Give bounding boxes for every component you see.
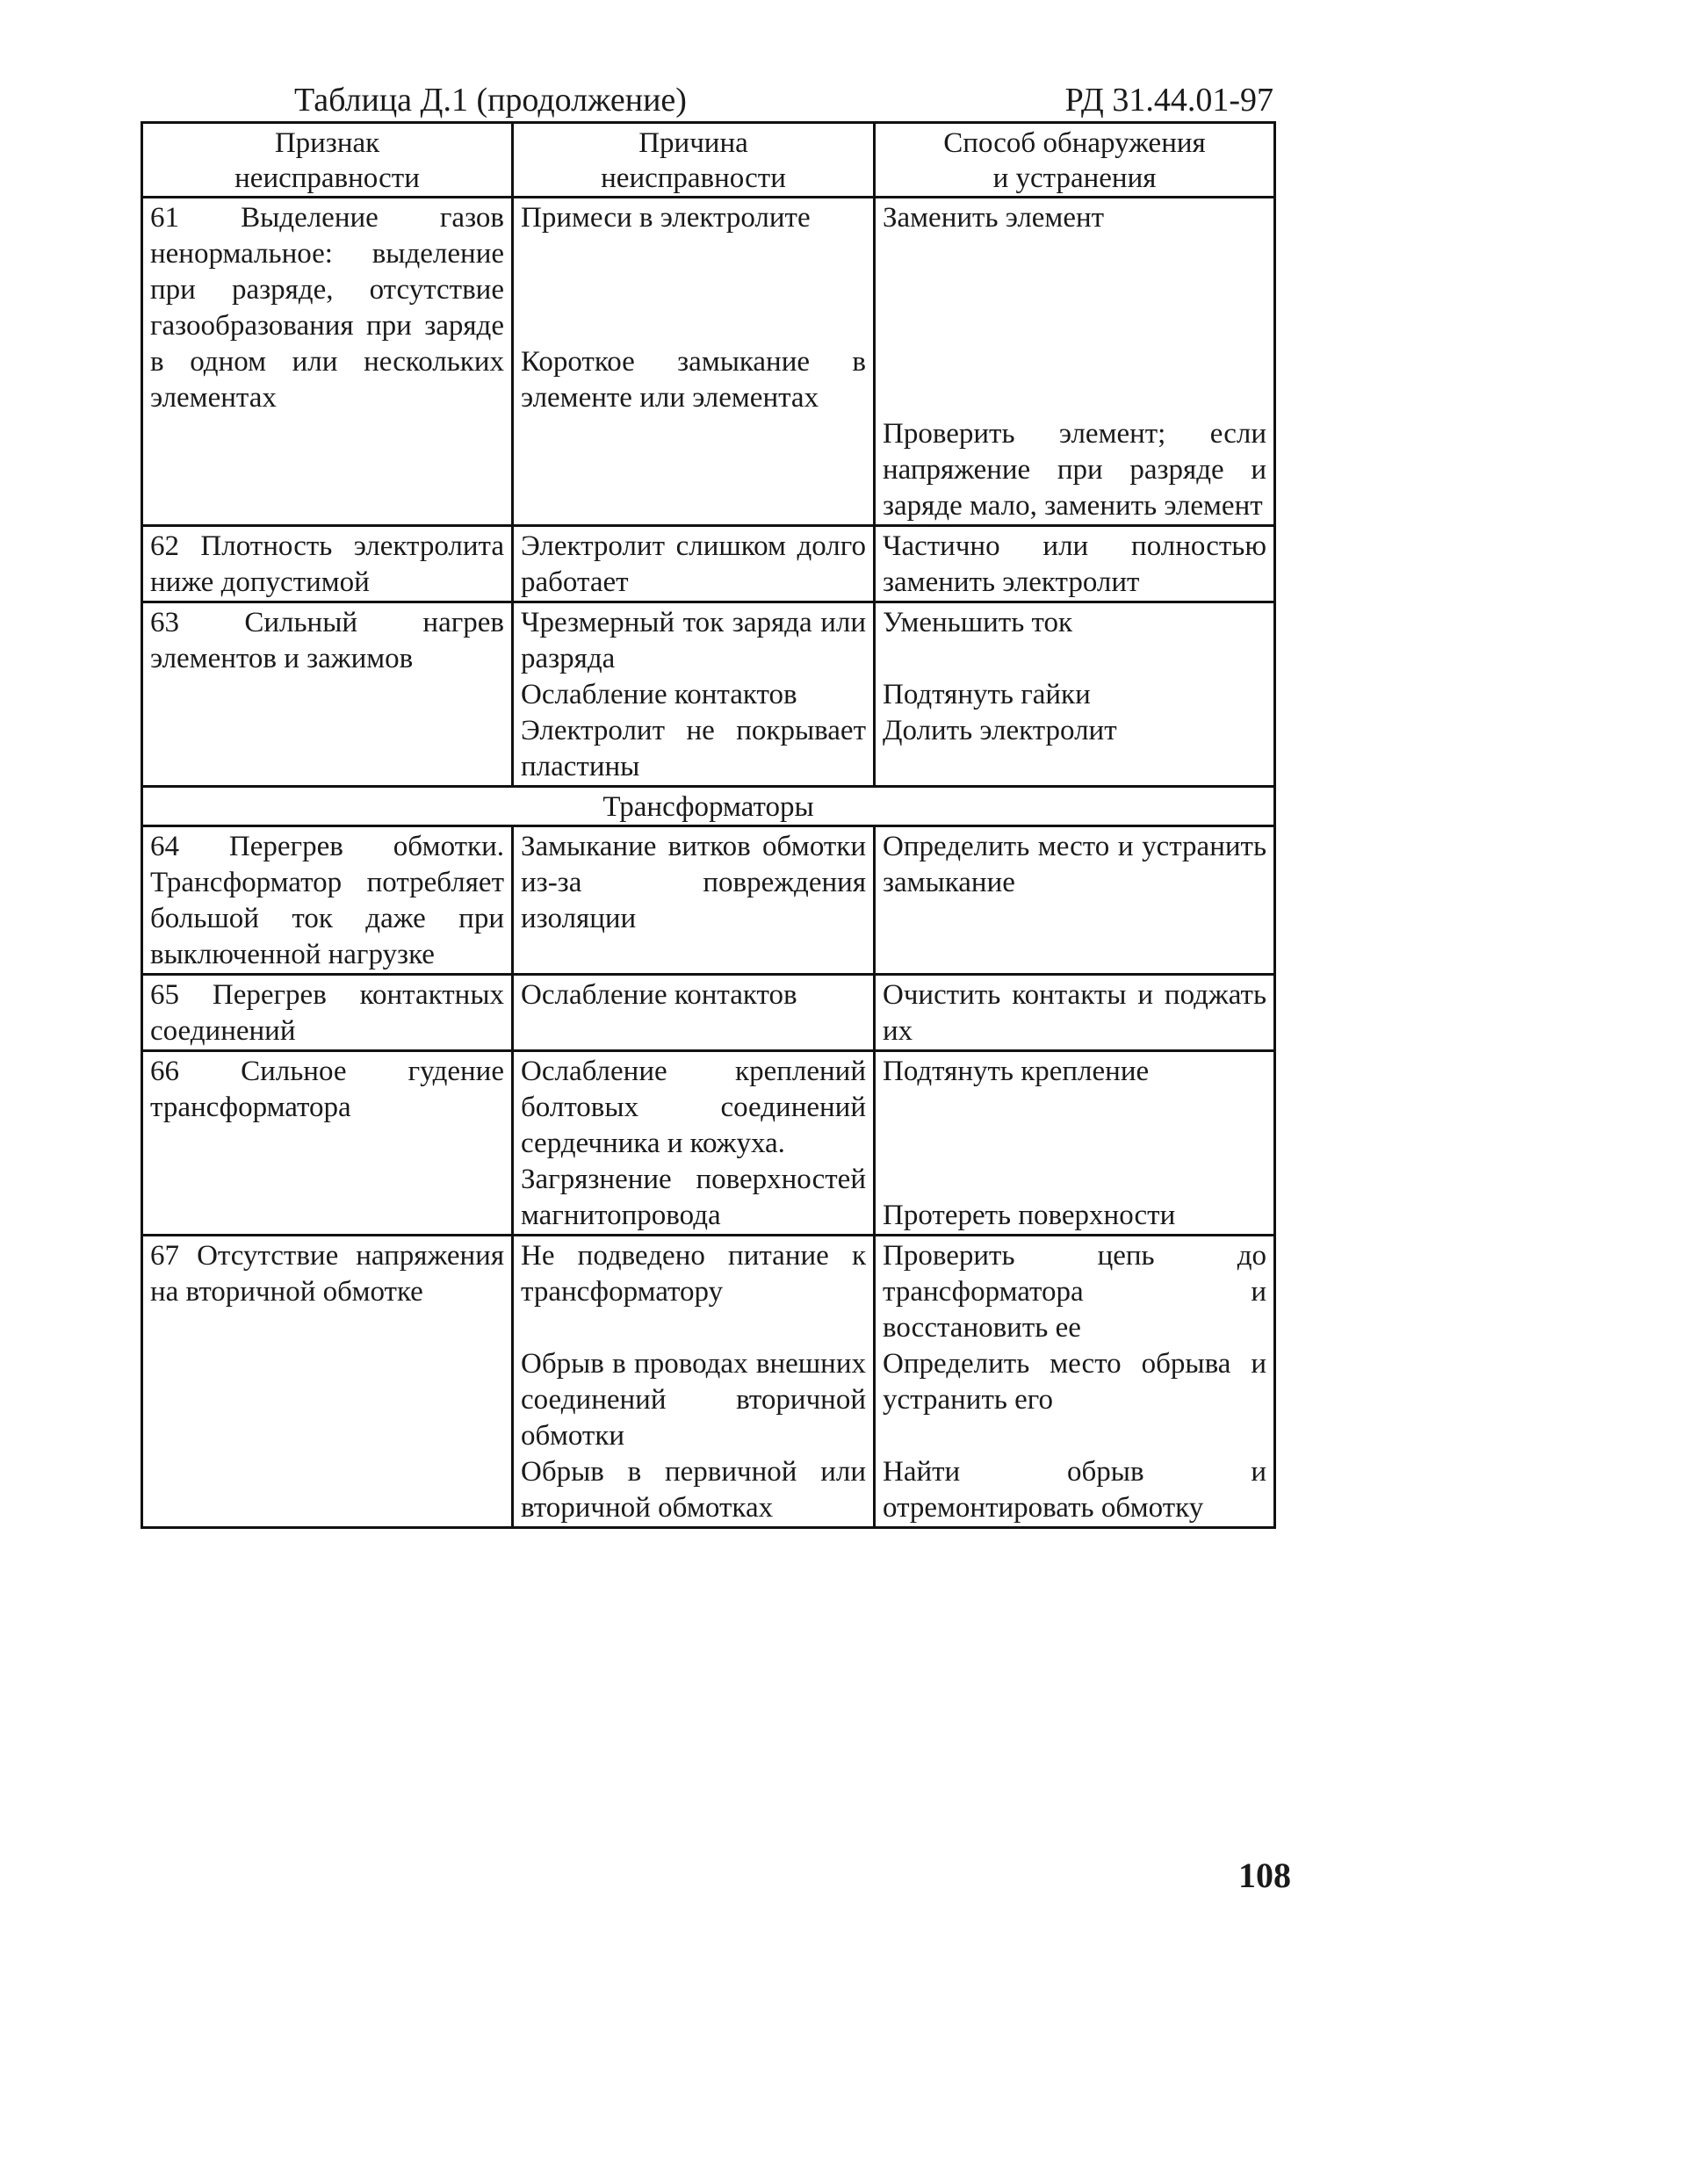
- document-code: РД 31.44.01-97: [1064, 82, 1273, 119]
- page-number: 108: [1238, 1856, 1291, 1895]
- cause-cell-67: Не подведено питание к трансформатору Обрыв в проводах внешних соединений вторичной обмотки Обрыв в первичной или вторичной обмотках: [513, 1236, 875, 1528]
- cause-cell-62: Электролит слишком долго работает: [513, 526, 875, 602]
- table-row-63: [142, 602, 1275, 787]
- cause-cell-65: Ослабление контактов: [513, 975, 875, 1051]
- table-row-65: [142, 975, 1275, 1051]
- table-caption: [141, 81, 1273, 125]
- table-row-64: [142, 826, 1275, 975]
- remedy-cell-67: Проверить цепь до трансформатора и восстановить ее Определить место обрыва и устранить его Найти обрыв и отремонтировать обмотку: [875, 1236, 1275, 1528]
- sign-cell-62: 62 Плотность электролита ниже допустимой: [142, 526, 513, 602]
- cause-cell-63: Чрезмерный ток заряда или разряда Ослабление контактов Электролит не покрывает пластины: [513, 602, 875, 787]
- sign-cell-61: 61 Выделение газов ненормальное: выделение при разряде, отсутствие газообразования при заряде в одном или нескольких элементах: [142, 198, 513, 526]
- remedy-cell-64: Определить место и устранить замыкание: [875, 826, 1275, 975]
- remedy-cell-62: Частично или полностью заменить электролит: [875, 526, 1275, 602]
- sign-cell-65: 65 Перегрев контактных соединений: [142, 975, 513, 1051]
- cause-cell-61: Примеси в электролите Короткое замыкание в элементе или элементах: [513, 198, 875, 526]
- header-sign: Признак неисправности: [142, 123, 513, 198]
- header-cause: Причина неисправности: [513, 123, 875, 198]
- sign-cell-64: 64 Перегрев обмотки. Трансформатор потребляет большой ток даже при выключенной нагрузке: [142, 826, 513, 975]
- fault-table: [141, 121, 1276, 1529]
- remedy-cell-61: Заменить элемент Проверить элемент; если напряжение при разряде и заряде мало, заменить элемент: [875, 198, 1275, 526]
- header-remedy: Способ обнаружения и устранения: [875, 123, 1275, 198]
- remedy-cell-65: Очистить контакты и поджать их: [875, 975, 1275, 1051]
- table-header-row: [142, 123, 1275, 198]
- table-title: Таблица Д.1 (продолжение): [294, 82, 687, 119]
- table-row-67: [142, 1236, 1275, 1528]
- sign-cell-66: 66 Сильное гудение трансформатора: [142, 1051, 513, 1236]
- remedy-cell-66: Подтянуть крепление Протереть поверхности: [875, 1051, 1275, 1236]
- remedy-cell-63: Уменьшить ток Подтянуть гайки Долить электролит: [875, 602, 1275, 787]
- sign-cell-67: 67 Отсутствие напряжения на вторичной обмотке: [142, 1236, 513, 1528]
- cause-cell-66: Ослабление креплений болтовых соединений сердечника и кожуха. Загрязнение поверхностей магнитопровода: [513, 1051, 875, 1236]
- sign-cell-63: 63 Сильный нагрев элементов и зажимов: [142, 602, 513, 787]
- table-row-62: [142, 526, 1275, 602]
- table-row-61: [142, 198, 1275, 526]
- section-row-transformers: [142, 787, 1275, 826]
- cause-cell-64: Замыкание витков обмотки из-за повреждения изоляции: [513, 826, 875, 975]
- section-title: Трансформаторы: [142, 787, 1275, 826]
- table-row-66: [142, 1051, 1275, 1236]
